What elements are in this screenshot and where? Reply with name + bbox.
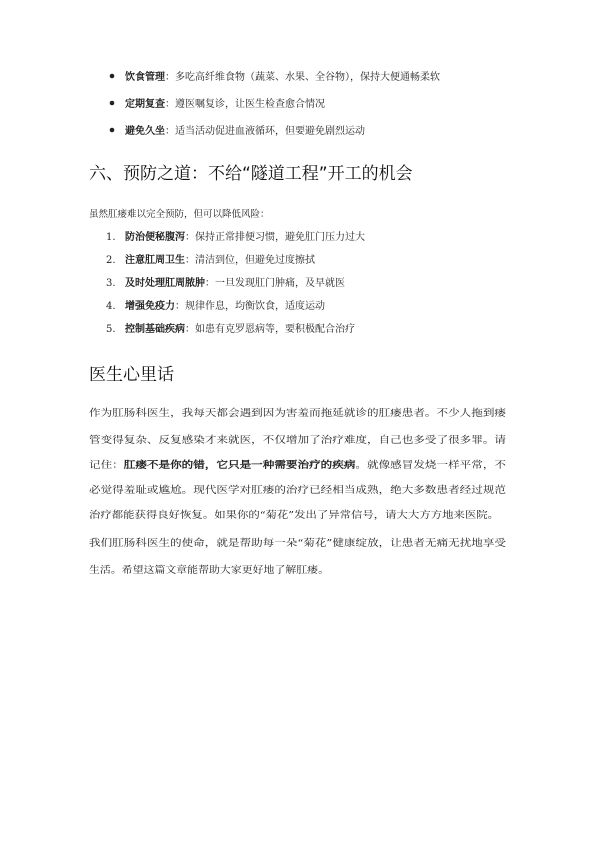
bullet-dot xyxy=(110,74,115,79)
list-item-sep: ： xyxy=(205,278,215,289)
list-item-term: 及时处理肛周脓肿 xyxy=(125,278,205,289)
list-item-sep: ： xyxy=(185,232,195,243)
paragraph: 虽然肛瘘难以完全预防，但可以降低风险： xyxy=(89,209,270,220)
list-item-sep: ： xyxy=(165,126,175,137)
list-item-text: 多吃高纤维食物（蔬菜、水果、全谷物），保持大便通畅柔软 xyxy=(175,72,440,83)
list-item-text: 规律作息，均衡饮食，适度运动 xyxy=(185,301,325,312)
list-item-text: 一旦发现肛门肿痛，及早就医 xyxy=(215,278,345,289)
text-run: 记住： xyxy=(89,460,118,471)
list-item-number: 4. xyxy=(106,301,116,312)
list-item-term: 增强免疫力 xyxy=(125,301,175,312)
emphasis-text: 肛瘘不是你的错，它只是一种需要治疗的疾病 xyxy=(123,460,316,471)
paragraph-line: 我们肛肠科医生的使命，就是帮助每一朵“菊花”健康绽放，让患者无痛无扰地享受 xyxy=(89,538,435,549)
bullet-dot xyxy=(110,128,115,133)
list-item xyxy=(106,322,355,335)
list-item xyxy=(125,70,440,83)
list-item-term: 防治便秘腹泻 xyxy=(125,232,185,243)
list-item xyxy=(106,299,325,312)
list-item-number: 5. xyxy=(106,324,116,335)
list-item xyxy=(106,230,365,243)
list-item xyxy=(125,97,325,110)
paragraph-line: 作为肛肠科医生，我每天都会遇到因为害羞而拖延就诊的肛瘘患者。不少人拖到瘘 xyxy=(89,408,435,419)
section-heading: 六、预防之道：不给“隧道工程”开工的机会 xyxy=(89,164,413,184)
list-item-term: 注意肛周卫生 xyxy=(125,255,185,266)
list-item-sep: ： xyxy=(175,301,185,312)
bullet-dot xyxy=(110,101,115,106)
paragraph-line: 必觉得羞耻或尴尬。现代医学对肛瘘的治疗已经相当成熟，绝大多数患者经过规范 xyxy=(89,485,435,496)
list-item-number: 3. xyxy=(106,278,116,289)
list-item-text: 保持正常排便习惯，避免肛门压力过大 xyxy=(195,232,365,243)
paragraph-line xyxy=(89,459,506,471)
paragraph-line: 生活。希望这篇文章能帮助大家更好地了解肛瘘。 xyxy=(89,565,301,576)
list-item-text: 适当活动促进血液循环，但要避免剧烈运动 xyxy=(175,126,365,137)
list-item xyxy=(106,253,315,266)
section-heading: 医生心里话 xyxy=(89,365,174,385)
text-run: 。就像感冒发烧一样平常，不 xyxy=(355,460,481,471)
list-item-sep: ： xyxy=(185,255,195,266)
list-item-term: 饮食管理 xyxy=(125,72,165,83)
list-item xyxy=(106,276,345,289)
list-item-number: 2. xyxy=(106,255,116,266)
paragraph-line: 治疗都能获得良好恢复。如果你的“菊花”发出了异常信号，请大大方方地来医院。 xyxy=(89,510,435,521)
list-item-text: 遵医嘱复诊，让医生检查愈合情况 xyxy=(175,99,325,110)
list-item xyxy=(124,124,365,137)
list-item-text: 如患有克罗恩病等，要积极配合治疗 xyxy=(195,324,355,335)
list-item-sep: ： xyxy=(165,72,175,83)
paragraph-line: 管变得复杂、反复感染才来就医，不仅增加了治疗难度，自己也多受了很多罪。请 xyxy=(89,435,435,446)
list-item-sep: ： xyxy=(165,99,175,110)
list-item-term: 控制基础疾病 xyxy=(125,324,185,335)
list-item-text: 清洁到位，但避免过度擦拭 xyxy=(195,255,315,266)
list-item-number: 1. xyxy=(106,232,116,243)
list-item-term: 避免久坐 xyxy=(125,126,165,137)
list-item-sep: ： xyxy=(185,324,195,335)
list-item-term: 定期复查 xyxy=(125,99,165,110)
